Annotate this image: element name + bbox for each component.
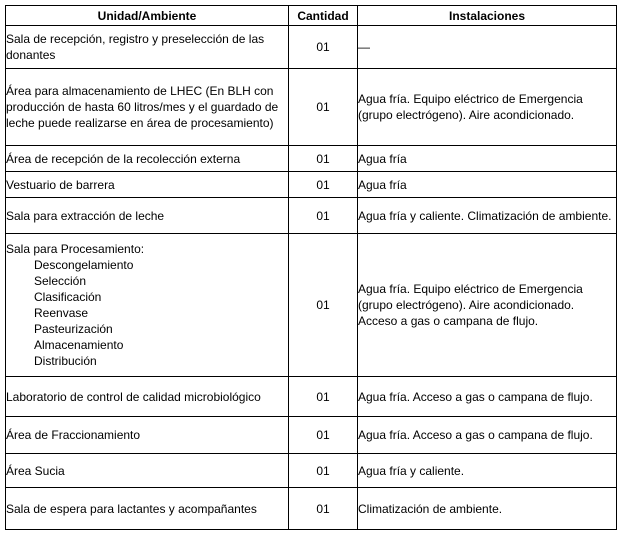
installations-cell: Agua fría y caliente. [358,454,617,488]
quantity-cell: 01 [289,488,358,530]
table-row [6,26,617,69]
installations-cell: Agua fría. Equipo eléctrico de Emergencia (grupo electrógeno). Aire acondicionado. Acceso a gas o campana de flujo. [358,234,617,377]
subitem: Descongelamiento [34,258,134,272]
quantity-cell: 01 [289,26,358,69]
table-row [6,198,617,234]
quantity-cell: 01 [289,69,358,146]
installations-cell: Agua fría. Acceso a gas o campana de flujo. [358,417,617,454]
table-row [6,69,617,146]
quantity-cell: 01 [289,234,358,377]
unit-title: Sala para Procesamiento: [6,242,145,256]
table-row [6,146,617,172]
unit-cell: Sala de recepción, registro y preselección de las donantes [6,26,289,69]
subitem: Almacenamiento [34,338,124,352]
installations-cell: Agua fría [358,172,617,198]
installations-cell: Climatización de ambiente. [358,488,617,530]
header-installations: Instalaciones [358,6,617,26]
quantity-cell: 01 [289,198,358,234]
subitem: Distribución [34,354,97,368]
table-row [6,417,617,454]
quantity-cell: 01 [289,377,358,417]
header-unit: Unidad/Ambiente [6,6,289,26]
unit-cell: Área para almacenamiento de LHEC (En BLH con producción de hasta 60 litros/mes y el guardado de leche puede realizarse en área de procesamiento) [6,69,289,146]
installations-cell: Agua fría. Equipo eléctrico de Emergencia (grupo electrógeno). Aire acondicionado. [358,69,617,146]
installations-cell: Agua fría. Acceso a gas o campana de flujo. [358,377,617,417]
installations-cell: Agua fría y caliente. Climatización de ambiente. [358,198,617,234]
quantity-cell: 01 [289,146,358,172]
unit-cell: Sala de espera para lactantes y acompañantes [6,488,289,530]
unit-cell [6,234,289,377]
header-quantity: Cantidad [289,6,358,26]
installations-table [5,5,617,530]
table-row [6,234,617,377]
subitem: Clasificación [34,290,102,304]
subitem: Pasteurización [34,322,113,336]
unit-cell: Área de recepción de la recolección externa [6,146,289,172]
unit-cell: Laboratorio de control de calidad microbiológico [6,377,289,417]
subitem: Selección [34,274,87,288]
subitem: Reenvase [34,306,89,320]
table-row [6,172,617,198]
table-row [6,454,617,488]
installations-cell: — [358,26,617,69]
header-row [6,6,617,26]
quantity-cell: 01 [289,172,358,198]
installations-cell: Agua fría [358,146,617,172]
quantity-cell: 01 [289,417,358,454]
unit-cell: Sala para extracción de leche [6,198,289,234]
unit-cell: Área de Fraccionamiento [6,417,289,454]
quantity-cell: 01 [289,454,358,488]
unit-cell: Área Sucia [6,454,289,488]
table-row [6,377,617,417]
table-row [6,488,617,530]
unit-cell: Vestuario de barrera [6,172,289,198]
